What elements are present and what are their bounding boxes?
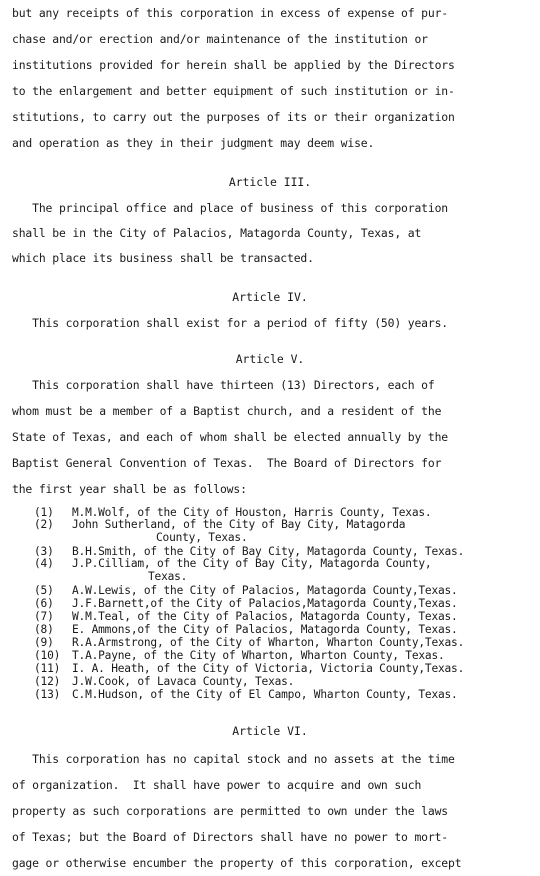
article-heading: Article V.: [235, 352, 305, 366]
text-line: This corporation shall have thirteen (13) Directors, each of: [12, 378, 435, 392]
item-number: (4): [34, 557, 54, 570]
list-item: [34, 662, 464, 675]
text-line: Baptist General Convention of Texas. The Board of Directors for: [12, 456, 442, 470]
item-number: (6): [34, 597, 54, 610]
item-number: (12): [34, 675, 61, 688]
text-line: chase and/or erection and/or maintenance of the institution or: [12, 32, 428, 46]
item-text: T.A.Payne, of the City of Wharton, Wharton County, Texas.: [72, 649, 445, 662]
item-number: (8): [34, 623, 54, 636]
list-item: [34, 649, 445, 662]
list-item: [34, 675, 294, 688]
text-line: of Texas; but the Board of Directors shall have no power to mort-: [12, 830, 449, 844]
text-line: stitutions, to carry out the purposes of its or their organization: [12, 110, 455, 124]
item-number: (9): [34, 636, 54, 649]
text-line: and operation as they in their judgment may deem wise.: [12, 136, 375, 150]
text-line: State of Texas, and each of whom shall be elected annually by the: [12, 430, 449, 444]
list-item: [34, 623, 458, 636]
text-line: This corporation shall exist for a period of fifty (50) years.: [12, 316, 449, 330]
article-heading: Article IV.: [232, 290, 308, 304]
item-text: A.W.Lewis, of the City of Palacios, Matagorda County,Texas.: [72, 584, 458, 597]
text-line: shall be in the City of Palacios, Matagorda County, Texas, at: [12, 226, 422, 240]
item-text: E. Ammons,of the City of Palacios, Matagorda County, Texas.: [72, 623, 458, 636]
item-continuation: County, Texas.: [156, 531, 248, 544]
item-text: John Sutherland, of the City of Bay City, Matagorda: [72, 518, 406, 531]
text-line: to the enlargement and better equipment of such institution or in-: [12, 84, 455, 98]
item-number: (13): [34, 688, 61, 701]
item-text: I. A. Heath, of the City of Victoria, Victoria County,Texas.: [72, 662, 465, 675]
list-item: [34, 557, 431, 570]
item-number: (3): [34, 545, 54, 558]
text-line: the first year shall be as follows:: [12, 482, 247, 496]
item-text: B.H.Smith, of the City of Bay City, Matagorda County, Texas.: [72, 545, 465, 558]
list-item: [34, 688, 458, 701]
item-number: (7): [34, 610, 54, 623]
item-number: (11): [34, 662, 61, 675]
item-number: (10): [34, 649, 61, 662]
item-text: J.W.Cook, of Lavaca County, Texas.: [72, 675, 295, 688]
item-text: J.F.Barnett,of the City of Palacios,Matagorda County,Texas.: [72, 597, 458, 610]
item-number: (1): [34, 506, 54, 519]
list-item: [34, 584, 458, 597]
article-heading: Article VI.: [232, 724, 308, 738]
list-item: [34, 597, 458, 610]
text-line: which place its business shall be transacted.: [12, 251, 314, 265]
text-line: The principal office and place of business of this corporation: [12, 201, 449, 215]
item-continuation: Texas.: [148, 570, 188, 583]
list-item: [34, 636, 464, 649]
text-line: This corporation has no capital stock and no assets at the time: [12, 752, 455, 766]
item-text: J.P.Cilliam, of the City of Bay City, Matagorda County,: [72, 557, 432, 570]
item-text: C.M.Hudson, of the City of El Campo, Wharton County, Texas.: [72, 688, 458, 701]
item-number: (5): [34, 584, 54, 597]
item-number: (2): [34, 518, 54, 531]
list-item: [34, 610, 458, 623]
item-text: M.M.Wolf, of the City of Houston, Harris County, Texas.: [72, 506, 432, 519]
text-line: gage or otherwise encumber the property of this corporation, except: [12, 856, 462, 870]
item-text: R.A.Armstrong, of the City of Wharton, Wharton County,Texas.: [72, 636, 465, 649]
text-line: institutions provided for herein shall be applied by the Directors: [12, 58, 455, 72]
list-item: [34, 518, 405, 531]
item-text: W.M.Teal, of the City of Palacios, Matagorda County, Texas.: [72, 610, 458, 623]
text-line: whom must be a member of a Baptist church, and a resident of the: [12, 404, 442, 418]
text-line: of organization. It shall have power to acquire and own such: [12, 778, 422, 792]
text-line: property as such corporations are permitted to own under the laws: [12, 804, 449, 818]
text-line: but any receipts of this corporation in excess of expense of pur-: [12, 6, 449, 20]
article-heading: Article III.: [228, 175, 312, 189]
